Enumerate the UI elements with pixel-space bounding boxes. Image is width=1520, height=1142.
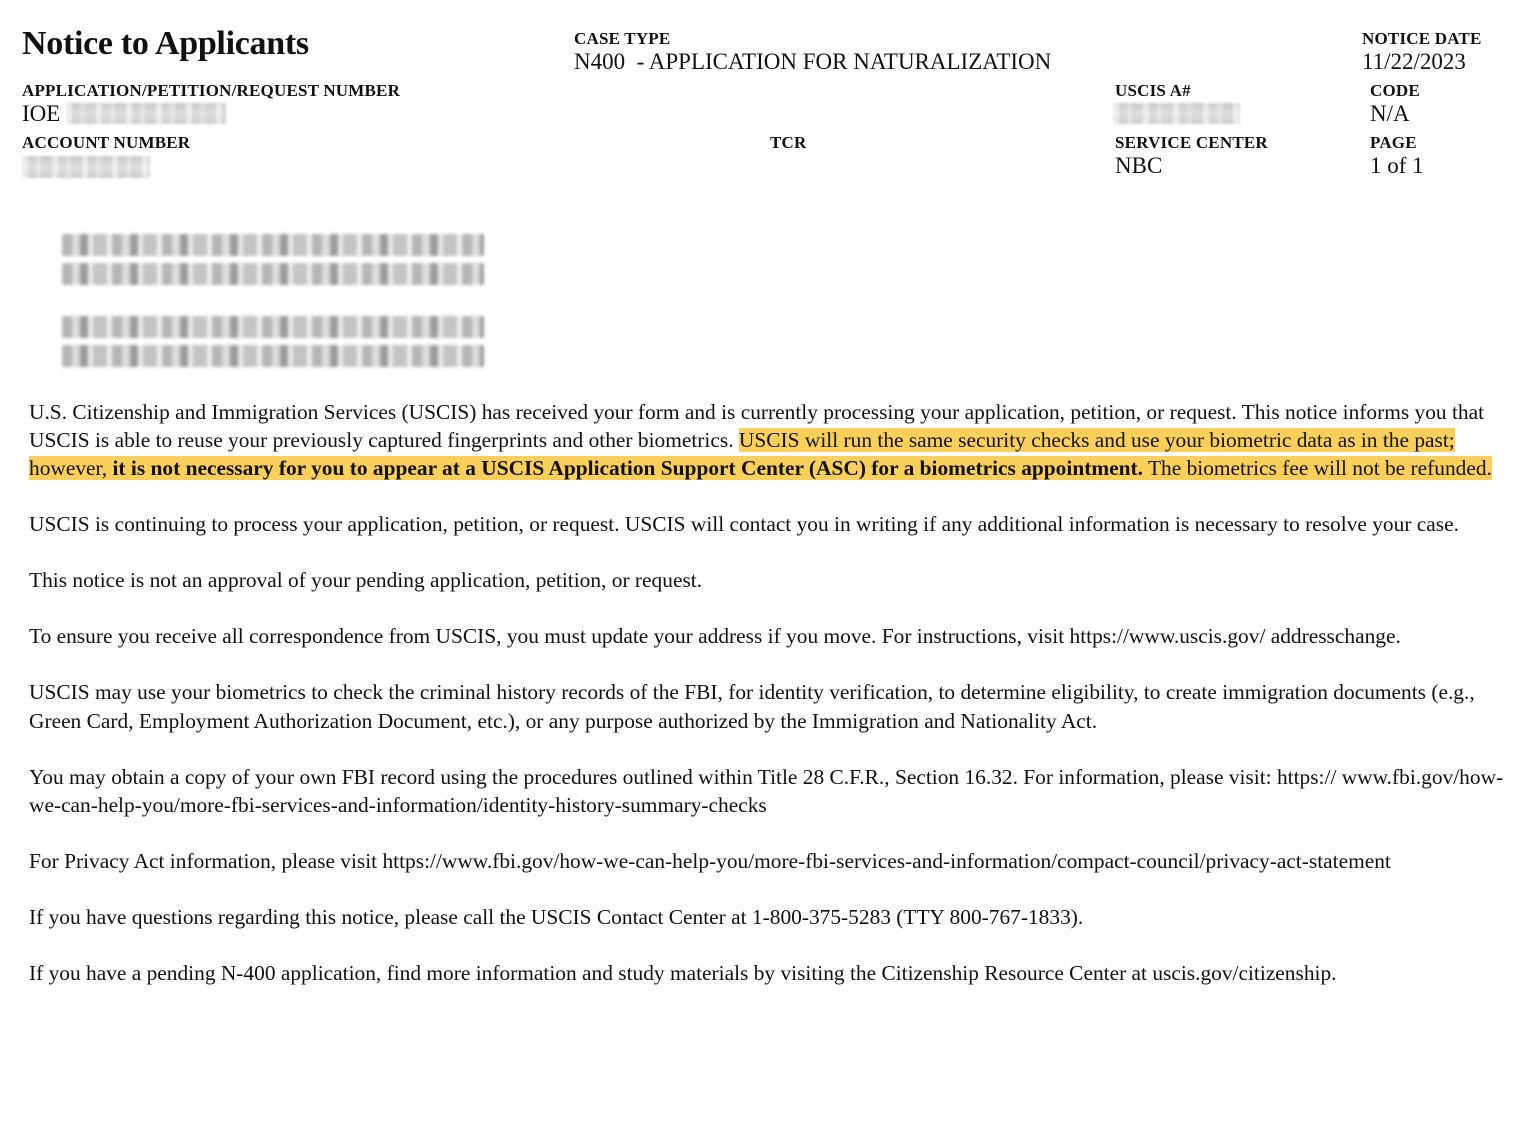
page-value: 1 of 1 (1370, 153, 1424, 178)
paragraph-contact-center: If you have questions regarding this notice, please call the USCIS Contact Center at 1-800-375-5283 (TTY 800-767-1833). (29, 904, 1084, 929)
account-number-label: ACCOUNT NUMBER (22, 133, 191, 152)
notice-title: Notice to Applicants (22, 25, 309, 62)
redacted-address-line (62, 234, 484, 256)
case-type-label: CASE TYPE (574, 29, 671, 48)
paragraph-citizenship-resource: If you have a pending N-400 application, find more information and study materials by visiting the Citizenship Resource Center at uscis.gov/citizenship. (29, 960, 1337, 985)
case-type-value: N400 - APPLICATION FOR NATURALIZATION (574, 49, 1052, 74)
redacted-address-line (62, 345, 484, 367)
paragraph-biometrics-reuse (29, 398, 1504, 483)
code-label: CODE (1370, 81, 1420, 100)
receipt-number-label: APPLICATION/PETITION/REQUEST NUMBER (22, 81, 401, 100)
notice-body (29, 398, 1504, 1015)
service-center-label: SERVICE CENTER (1115, 133, 1268, 152)
paragraph-privacy-act: For Privacy Act information, please visit https://www.fbi.gov/how-we-can-help-you/more-fbi-services-and-information/compact-council/privacy-act-statement (29, 848, 1391, 873)
redacted-address-line (62, 263, 484, 285)
paragraph-biometrics-use: USCIS may use your biometrics to check the criminal history records of the FBI, for identity verification, to determine eligibility, to create immigration documents (e.g., Green Card, Employment Authorization Document, etc.), or any purpose authorized by the Immigration and Nationality Act. (29, 680, 1475, 733)
p1-highlight-bold-text: it is not necessary for you to appear at a USCIS Application Support Center (ASC) for a biometrics appointment. (112, 456, 1144, 481)
service-center-value: NBC (1115, 153, 1163, 178)
code-value: N/A (1370, 101, 1410, 126)
p1-highlight-text: USCIS will run the same security checks and use your biometric data as in the past; however, (29, 428, 1455, 481)
a-number-redaction (1113, 103, 1240, 124)
notice-date-label: NOTICE DATE (1362, 29, 1482, 48)
account-number-redaction (22, 156, 150, 178)
p1-fee-text: The biometrics fee will not be refunded. (1143, 456, 1492, 481)
paragraph-processing: USCIS is continuing to process your application, petition, or request. USCIS will contact you in writing if any additional information is necessary to resolve your case. (29, 512, 1459, 537)
notice-date-value: 11/22/2023 (1362, 49, 1466, 74)
receipt-number-prefix: IOE (22, 101, 61, 126)
paragraph-fbi-record: You may obtain a copy of your own FBI record using the procedures outlined within Title 28 C.F.R., Section 16.32. For information, please visit: https:// www.fbi.gov/how-we-can-help-you/more-fbi-services-and-information/identity-history-summary-checks (29, 764, 1504, 817)
a-number-label: USCIS A# (1115, 81, 1191, 100)
p1-text: U.S. Citizenship and Immigration Services (USCIS) has received your form and is currently processing your application, petition, or request. This notice informs you that USCIS is able to reuse your previously captured fingerprints and other biometrics. (29, 400, 1485, 453)
receipt-number-redaction (66, 103, 226, 124)
paragraph-not-approval: This notice is not an approval of your pending application, petition, or request. (29, 568, 703, 593)
redacted-address-line (62, 316, 484, 338)
page-label: PAGE (1370, 133, 1417, 152)
paragraph-address-change: To ensure you receive all correspondence from USCIS, you must update your address if you move. For instructions, visit https://www.uscis.gov/ addresschange. (29, 624, 1401, 649)
tcr-label: TCR (770, 133, 807, 152)
